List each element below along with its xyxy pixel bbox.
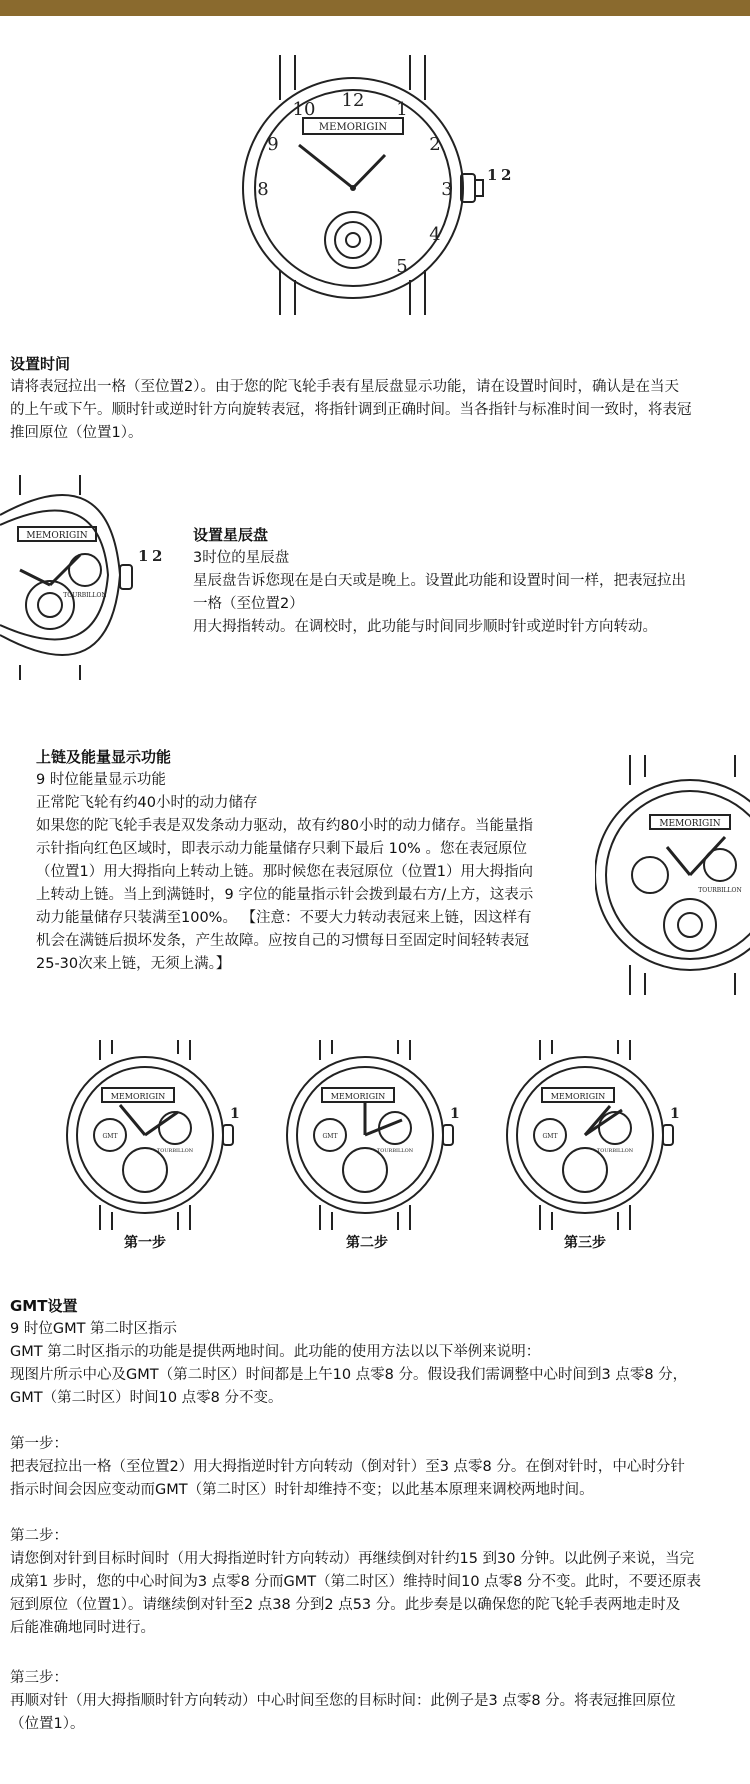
text-line: 3时位的星辰盘 (193, 550, 290, 566)
watch-illustration-step-3 (500, 1040, 685, 1230)
numeral-11: 10 (292, 99, 316, 120)
brand-logo: MEMORIGIN (318, 122, 388, 133)
numeral-4: 4 (429, 224, 441, 245)
crown-position-1: 1 (487, 166, 498, 184)
text-line: 25-30次来上链，无须上满。】 (36, 956, 231, 972)
brand-logo: MEMORIGIN (550, 1092, 606, 1101)
section-gmt-title: GMT设置 (10, 1297, 78, 1315)
text-line: GMT 第二时区指示的功能是提供两地时间。此功能的使用方法以以下举例来说明： (10, 1344, 541, 1360)
text-line: 动力能量储存只装满至100%。 【注意：不要大力转动表冠来上链，因这样有 (36, 910, 532, 926)
subdial-label: TOURBILLON (596, 1148, 634, 1154)
text-line: 一格（至位置2） (193, 596, 304, 612)
crown-position-2: 2 (152, 547, 163, 565)
watch-illustration-main (235, 50, 515, 320)
subdial-label: TOURBILLON (63, 592, 107, 599)
numeral-2: 2 (429, 134, 441, 155)
gmt-step-3 (10, 1667, 676, 1736)
section-time-title: 设置时间 (10, 355, 71, 373)
step-title: 第一步： (10, 1436, 68, 1452)
watch-illustration-star-disc (0, 475, 180, 680)
text-line: 如果您的陀飞轮手表是双发条动力驱动，故有约80小时的动力储存。当能量指 (36, 818, 533, 834)
text-line: 请将表冠拉出一格（至位置2）。由于您的陀飞轮手表有星辰盘显示功能，请在设置时间时，确认是在当天 (10, 379, 679, 395)
crown-position-1: 1 (670, 1106, 680, 1122)
text-line: 再顺对针（用大拇指顺时针方向转动）中心时间至您的目标时间：此例子是3 点零8 分。将表冠推回原位 (10, 1693, 676, 1709)
brand-logo: MEMORIGIN (110, 1092, 166, 1101)
text-line: 的上午或下午。顺时针或逆时针方向旋转表冠，将指针调到正确时间。当各指针与标准时间一致时，将表冠 (10, 402, 692, 418)
text-line: 后能准确地同时进行。 (10, 1620, 155, 1636)
text-line: 示针指向红色区域时，即表示动力能量储存只剩下最后 10% 。您在表冠原位 (36, 841, 527, 857)
step-title: 第二步： (10, 1528, 68, 1544)
text-line: 上转动上链。当上到满链时，9 字位的能量指示针会拨到最右方/上方，这表示 (36, 887, 534, 903)
section-power-body (36, 769, 533, 976)
numeral-10: 9 (267, 134, 279, 155)
step-caption-2: 第二步 (346, 1235, 388, 1251)
brand-logo: MEMORIGIN (330, 1092, 386, 1101)
watch-illustration-power-reserve (595, 755, 750, 995)
top-accent-bar (0, 0, 750, 16)
gmt-step-1 (10, 1433, 685, 1502)
text-line: 成第1 步时，您的中心时间为3 点零8 分而GMT（第二时区）维持时间10 点零8 分不变。此时，不要还原表 (10, 1574, 701, 1590)
gmt-label: GMT (102, 1133, 118, 1140)
text-line: 用大拇指转动。在调校时，此功能与时间同步顺时针或逆时针方向转动。 (193, 619, 657, 635)
subdial-label: TOURBILLON (156, 1148, 194, 1154)
subdial-label: TOURBILLON (376, 1148, 414, 1154)
brand-logo: MEMORIGIN (26, 531, 88, 541)
section-time-body (10, 376, 692, 445)
step-title: 第三步： (10, 1670, 68, 1686)
text-line: 9 时位能量显示功能 (36, 772, 166, 788)
text-line: 冠到原位（位置1）。请继续倒对针至2 点38 分到2 点53 分。此步奏是以确保您的陀飞轮手表两地走时及 (10, 1597, 681, 1613)
text-line: 请您倒对针到目标时间时（用大拇指逆时针方向转动）再继续倒对针约15 到30 分钟。以此例子来说，当完 (10, 1551, 695, 1567)
text-line: 9 时位GMT 第二时区指示 (10, 1321, 178, 1337)
section-star-body (193, 547, 686, 639)
numeral-12: 12 (341, 90, 365, 111)
numeral-9: 8 (257, 179, 269, 200)
numeral-3: 3 (441, 179, 453, 200)
numeral-1: 1 (396, 99, 408, 120)
text-line: 指示时间会因应变动而GMT（第二时区）时针却维持不变；以此基本原理来调校两地时间。 (10, 1482, 594, 1498)
subdial-label: TOURBILLON (698, 887, 742, 894)
text-line: 星辰盘告诉您现在是白天或是晚上。设置此功能和设置时间一样，把表冠拉出 (193, 573, 686, 589)
step-caption-1: 第一步 (124, 1235, 166, 1251)
crown-position-1: 1 (450, 1106, 460, 1122)
section-power-title: 上链及能量显示功能 (36, 748, 172, 766)
section-gmt-intro (10, 1318, 687, 1410)
crown-position-2: 2 (501, 166, 512, 184)
text-line: 现图片所示中心及GMT（第二时区）时间都是上午10 点零8 分。假设我们需调整中心时间到3 点零8 分， (10, 1367, 688, 1383)
text-line: 推回原位（位置1）。 (10, 425, 143, 441)
text-line: （位置1）。 (10, 1716, 85, 1732)
text-line: 把表冠拉出一格（至位置2）用大拇指逆时针方向转动（倒对针）至3 点零8 分。在倒对针时，中心时分针 (10, 1459, 685, 1475)
gmt-label: GMT (542, 1133, 558, 1140)
text-line: 正常陀飞轮有约40小时的动力储存 (36, 795, 258, 811)
text-line: （位置1）用大拇指向上转动上链。那时候您在表冠原位（位置1）用大拇指向 (36, 864, 533, 880)
step-caption-3: 第三步 (564, 1235, 606, 1251)
watch-illustration-step-1 (60, 1040, 245, 1230)
watch-illustration-step-2 (280, 1040, 465, 1230)
crown-position-1: 1 (230, 1106, 240, 1122)
gmt-step-2 (10, 1525, 701, 1640)
numeral-5: 5 (396, 256, 408, 277)
text-line: 机会在满链后损坏发条，产生故障。应按自己的习惯每日至固定时间轻转表冠 (36, 933, 529, 949)
crown-position-1: 1 (138, 547, 149, 565)
section-star-title: 设置星辰盘 (193, 526, 269, 544)
gmt-label: GMT (322, 1133, 338, 1140)
brand-logo: MEMORIGIN (659, 819, 721, 829)
text-line: GMT（第二时区）时间10 点零8 分不变。 (10, 1390, 283, 1406)
